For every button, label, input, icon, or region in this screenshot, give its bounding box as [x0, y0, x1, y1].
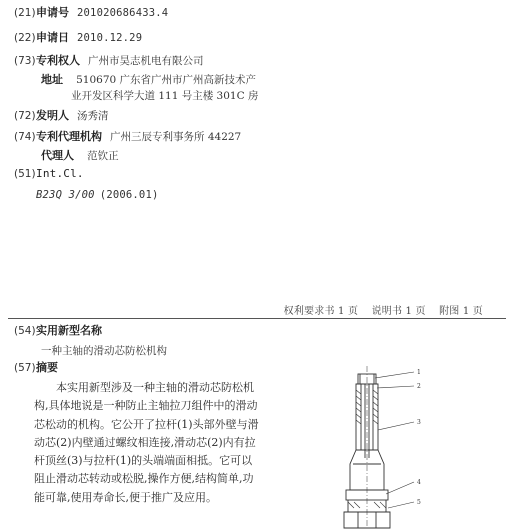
page-counts — [274, 302, 483, 317]
abstract-text — [34, 379, 270, 507]
address-line-2: 业开发区科学大道 111 号主楼 301C 房 — [71, 90, 259, 102]
field-code: (72) — [14, 110, 36, 122]
field-value: 范钦正 — [87, 150, 119, 162]
field-label: 申请日 — [36, 31, 69, 44]
classification-year: (2006.01) — [99, 189, 159, 201]
field-title — [14, 322, 102, 338]
field-label: 地址 — [41, 73, 63, 86]
field-label: 专利代理机构 — [36, 130, 102, 143]
field-agent — [41, 144, 119, 163]
field-label: 实用新型名称 — [36, 324, 102, 337]
field-abstract — [14, 359, 58, 375]
field-label: 申请号 — [36, 6, 69, 19]
abstract-line: 动芯(2)内壁通过螺纹相连接,滑动芯(2)内有拉 — [34, 435, 256, 449]
field-application-date — [14, 29, 142, 45]
field-value: 2010.12.29 — [77, 32, 143, 44]
field-label: 专利权人 — [36, 54, 80, 67]
address-line-2-wrap — [71, 84, 258, 103]
field-value: 广州三辰专利事务所 44227 — [110, 131, 242, 143]
field-label: Int.Cl. — [36, 167, 84, 180]
field-int-cl — [14, 167, 84, 180]
field-code: (54) — [14, 325, 36, 337]
field-code: (74) — [14, 131, 36, 143]
field-patentee — [14, 52, 204, 68]
field-value: 广州市昊志机电有限公司 — [88, 55, 204, 67]
classification-code: B23Q 3/00 — [36, 189, 95, 201]
part-label-5: 5 — [417, 499, 421, 506]
field-label: 代理人 — [41, 149, 74, 162]
address-line-1: 510670 广东省广州市广州高新技术产 — [76, 74, 257, 86]
page-count-claims: 权利要求书 1 页 — [283, 306, 359, 317]
abstract-line: 芯松动的机构。它公开了拉杆(1)头部外壁与滑 — [34, 417, 259, 431]
field-inventor — [14, 107, 109, 123]
part-label-4: 4 — [417, 479, 421, 486]
title-value: 一种主轴的滑动芯防松机构 — [41, 345, 167, 357]
field-label: 摘要 — [36, 361, 58, 374]
field-label: 发明人 — [36, 109, 69, 122]
abstract-line: 构,具体地说是一种防止主轴拉刀组件中的滑动 — [34, 399, 258, 413]
classification — [36, 183, 159, 202]
field-code: (57) — [14, 362, 36, 374]
page-count-drawings: 附图 1 页 — [439, 306, 483, 317]
title-value-wrap — [41, 339, 167, 358]
field-code: (51) — [14, 168, 36, 180]
part-label-1: 1 — [417, 369, 421, 376]
field-code: (22) — [14, 32, 36, 44]
page-count-description: 说明书 1 页 — [371, 306, 426, 317]
abstract-line: 杆顶丝(3)与拉杆(1)的头端端面相抵。它可以 — [34, 454, 253, 468]
abstract-line: 阻止滑动芯转动或松脱,操作方便,结构简单,功 — [34, 472, 254, 486]
field-code: (73) — [14, 55, 36, 67]
field-value: 201020686433.4 — [77, 7, 169, 19]
part-label-2: 2 — [417, 383, 421, 390]
abstract-line: 本实用新型涉及一种主轴的滑动芯防松机 — [56, 381, 254, 394]
part-label-3: 3 — [417, 419, 421, 426]
technical-drawing — [320, 362, 430, 529]
field-code: (21) — [14, 7, 36, 19]
field-application-number — [14, 4, 168, 20]
field-value: 汤秀清 — [77, 110, 109, 122]
divider — [8, 318, 506, 319]
field-agency — [14, 128, 241, 144]
abstract-line: 能可靠,使用寿命长,便于推广及应用。 — [34, 490, 217, 504]
